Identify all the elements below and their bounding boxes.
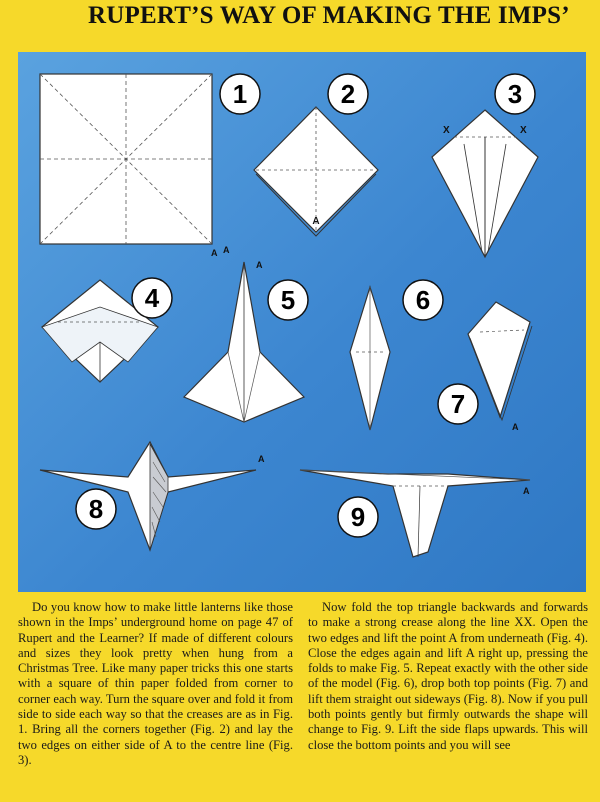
svg-text:9: 9	[350, 502, 366, 532]
fig8-number	[76, 489, 116, 529]
page-title: RUPERT’S WAY OF MAKING THE IMPS’	[88, 2, 570, 29]
fig1-label-a: A	[211, 248, 218, 258]
instructions-right-column	[308, 600, 588, 753]
fig9-number	[338, 497, 378, 537]
svg-text:A: A	[258, 454, 265, 464]
origami-diagram	[18, 52, 586, 592]
svg-text:5: 5	[280, 285, 296, 315]
fig9-model	[300, 470, 530, 557]
svg-text:A: A	[312, 216, 320, 227]
svg-text:2: 2	[340, 79, 356, 109]
svg-text:A: A	[512, 422, 519, 432]
fig7-number	[438, 384, 478, 424]
svg-text:A: A	[523, 486, 530, 496]
fig1-square	[40, 74, 212, 244]
fig3-kite	[432, 110, 538, 257]
svg-text:8: 8	[88, 494, 104, 524]
fig2-number	[328, 74, 368, 114]
fig4-label-a: A	[223, 245, 230, 255]
instructions-paragraph-2: Now fold the top triangle backwards and forwards to make a strong crease along the line XX. Open the two edges and lift the point A from underneath (Fig. 4). Close the edges again and lift A right up, pressing the folds to make Fig. 5. Repeat exactly with the other side of the model (Fig. 6), drop both top points (Fig. 7) and lift them straight out sideways (Fig. 8). Now if you pull both points gently but firmly outwards the shape will change to Fig. 9. Lift the side flaps upwards. This will close the bottom points and you will see	[308, 600, 588, 752]
svg-text:1: 1	[232, 79, 248, 109]
fig5-number	[268, 280, 308, 320]
instructions-left-column	[18, 600, 293, 768]
svg-text:X: X	[520, 125, 527, 136]
fig6-number	[403, 280, 443, 320]
fig4-number	[132, 278, 172, 318]
fig6-model	[350, 287, 390, 430]
fig1-number	[220, 74, 260, 114]
diagram-panel	[18, 52, 586, 592]
fig8-model	[40, 442, 265, 550]
svg-text:3: 3	[507, 79, 523, 109]
svg-text:4: 4	[144, 283, 160, 313]
svg-text:6: 6	[415, 285, 431, 315]
instructions-paragraph-1: Do you know how to make little lanterns like those shown in the Imps’ underground home on page 47 of Rupert and the Learner? If made of different colours and sizes they look pretty when hung from a Christmas Tree. Like many paper tricks this one starts with a square of thin paper folded from corner to corner each way. Turn the square over and fold it from side to side each way so that the creases are as in Fig. 1. Bring all the corners together (Fig. 2) and lay the two edges on either side of A to the centre line (Fig. 3).	[18, 600, 293, 767]
svg-text:A: A	[256, 260, 263, 270]
fig2-diamond	[254, 107, 378, 236]
svg-text:X: X	[443, 125, 450, 136]
fig7-model	[468, 302, 532, 432]
fig3-number	[495, 74, 535, 114]
svg-text:7: 7	[450, 389, 466, 419]
